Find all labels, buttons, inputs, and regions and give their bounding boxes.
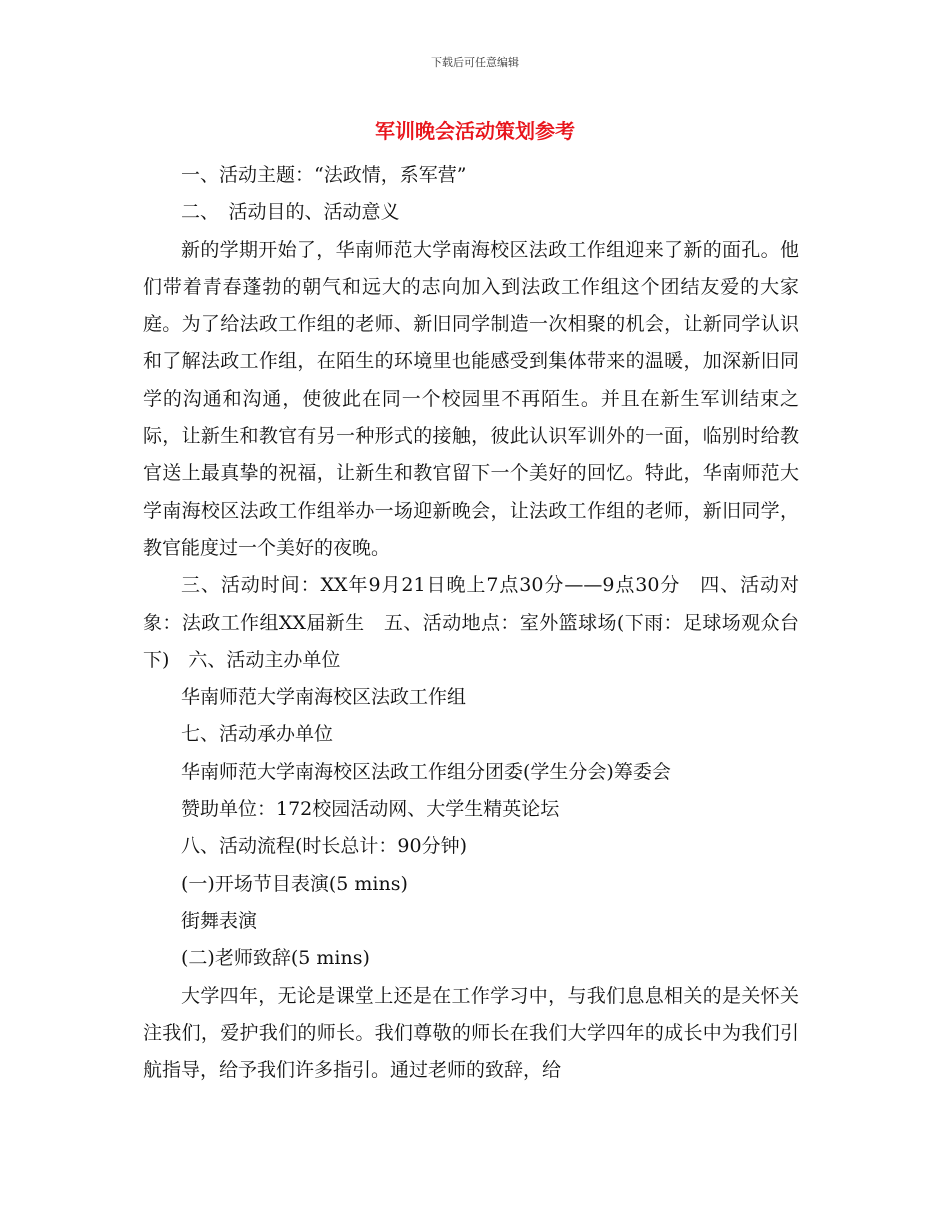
paragraph-sponsors: 赞助单位：172校园活动网、大学生精英论坛: [181, 798, 560, 821]
paragraph-organizer: 华南师范大学南海校区法政工作组: [181, 686, 467, 709]
paragraph-teacher-speech: 大学四年，无论是课堂上还是在工作学习中，与我们息息相关的是关怀关注我们，爱护我们的师长。我们尊敬的师长在我们大学四年的成长中为我们引航指导，给予我们许多指引。通过老师的致辞，给: [143, 984, 799, 1082]
document-body: [143, 157, 799, 1089]
section-heading-purpose: 二、 活动目的、活动意义: [181, 201, 400, 224]
page-header: 下载后可任意编辑: [431, 56, 519, 69]
document-title: 军训晚会活动策划参考: [375, 119, 575, 143]
section-heading-theme: 一、活动主题：“法政情，系军营”: [181, 164, 467, 186]
process-item-street-dance: 街舞表演: [181, 909, 258, 932]
section-heading-co-organizer: 七、活动承办单位: [181, 723, 334, 746]
process-item-opening: (一)开场节目表演(5 mins): [181, 872, 408, 895]
section-heading-process: 八、活动流程(时长总计：90分钟): [181, 835, 468, 858]
paragraph-co-organizer: 华南师范大学南海校区法政工作组分团委(学生分会)筹委会: [181, 760, 671, 783]
paragraph-time-location: 三、活动时间：XX年9月21日晚上7点30分——9点30分 四、活动对象：法政工作组XX届新生 五、活动地点：室外篮球场(下雨：足球场观众台下) 六、活动主办单位: [143, 574, 799, 671]
paragraph-purpose: 新的学期开始了，华南师范大学南海校区法政工作组迎来了新的面孔。他们带着青春蓬勃的朝气和远大的志向加入到法政工作组这个团结友爱的大家庭。为了给法政工作组的老师、新旧同学制造一次相聚的机会，让新同学认识和了解法政工作组，在陌生的环境里也能感受到集体带来的温暖，加深新旧同学的沟通和沟通，使彼此在同一个校园里不再陌生。并且在新生军训结束之际，让新生和教官有另一种形式的接触，彼此认识军训外的一面，临别时给教官送上最真挚的祝福，让新生和教官留下一个美好的回忆。特此，华南师范大学南海校区法政工作组举办一场迎新晚会，让法政工作组的老师，新旧同学，教官能度过一个美好的夜晚。: [143, 238, 799, 559]
process-item-teacher-speech: (二)老师致辞(5 mins): [181, 947, 370, 970]
